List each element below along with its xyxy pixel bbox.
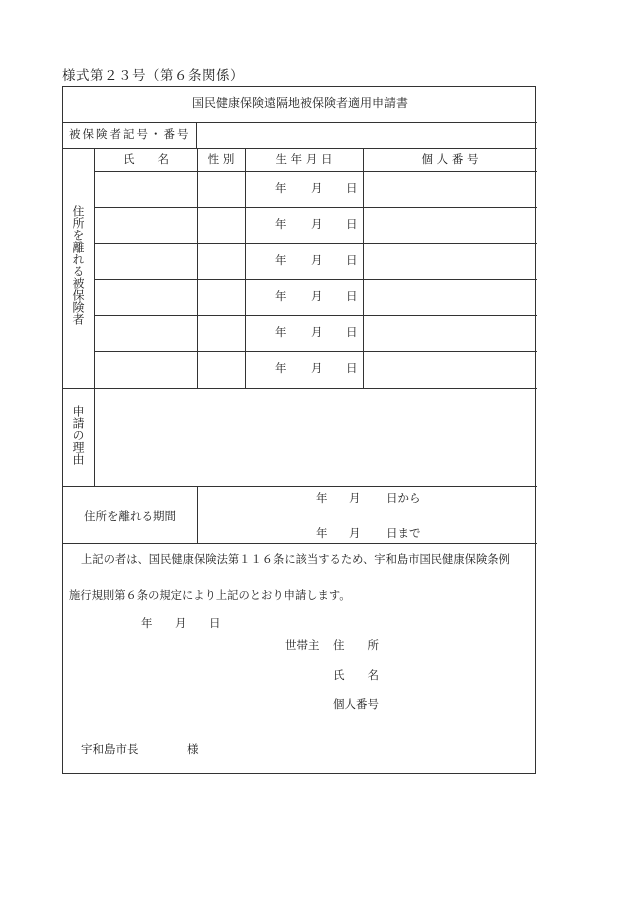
divider [94,243,537,244]
insured-code-field[interactable] [203,129,529,143]
divider [197,486,198,543]
date-month: 月 [175,616,187,630]
birth-month-unit: 月 [311,253,323,267]
header-name: 氏 名 [123,152,169,166]
divider [63,486,537,487]
application-form [62,86,536,774]
divider [63,148,537,149]
divider [94,207,537,208]
name-label: 氏 名 [333,668,379,682]
period-label: 住所を離れる期間 [84,509,176,523]
divider [63,543,537,544]
birth-month-unit: 月 [311,325,323,339]
divider [94,388,95,486]
birth-month-unit: 月 [311,217,323,231]
divider [94,171,537,172]
period-to-year: 年 [316,526,328,540]
householder-label: 世帯主 [285,638,320,652]
form-number: 様式第２３号（第６条関係） [62,68,244,84]
header-birthdate: 生 年 月 日 [275,152,333,166]
divider [197,148,198,388]
period-from-day: 日から [386,491,421,505]
birth-day-unit: 日 [346,361,358,375]
addressee-honorific: 様 [187,742,199,756]
divider [63,388,537,389]
reason-field[interactable] [103,397,529,477]
individual-number-label: 個人番号 [333,697,379,711]
birth-month-unit: 月 [311,289,323,303]
birth-month-unit: 月 [311,181,323,195]
divider [94,279,537,280]
date-day: 日 [209,616,221,630]
birth-day-unit: 日 [346,181,358,195]
birth-day-unit: 日 [346,217,358,231]
divider [94,351,537,352]
header-sex: 性 別 [207,152,235,166]
reason-label: 申請の理由 [71,405,85,465]
period-to-month: 月 [349,526,361,540]
birth-day-unit: 日 [346,253,358,267]
header-individual-number: 個 人 番 号 [421,152,479,166]
divider [94,148,95,388]
period-to-day: 日まで [386,526,421,540]
period-from-year: 年 [316,491,328,505]
addressee-name: 宇和島市長 [81,742,139,756]
persons-side-label: 住所を離れる被保険者 [71,205,85,325]
divider [363,148,364,388]
divider [63,122,537,123]
divider [94,315,537,316]
address-label: 住 所 [333,638,379,652]
birth-day-unit: 日 [346,289,358,303]
birth-year-unit: 年 [275,217,287,231]
birth-year-unit: 年 [275,325,287,339]
divider [245,148,246,388]
statement-line-2: 施行規則第６条の規定により上記のとおり申請します。 [69,589,351,602]
statement-line-1: 上記の者は、国民健康保険法第１１６条に該当するため、宇和島市国民健康保険条例 [81,553,510,566]
birth-year-unit: 年 [275,289,287,303]
birth-year-unit: 年 [275,361,287,375]
form-title: 国民健康保険遠隔地被保険者適用申請書 [191,96,409,110]
period-from-month: 月 [349,491,361,505]
date-year: 年 [141,616,153,630]
birth-year-unit: 年 [275,181,287,195]
divider [196,122,197,148]
birth-month-unit: 月 [311,361,323,375]
insured-code-label: 被保険者記号・番号 [69,127,191,141]
birth-year-unit: 年 [275,253,287,267]
birth-day-unit: 日 [346,325,358,339]
